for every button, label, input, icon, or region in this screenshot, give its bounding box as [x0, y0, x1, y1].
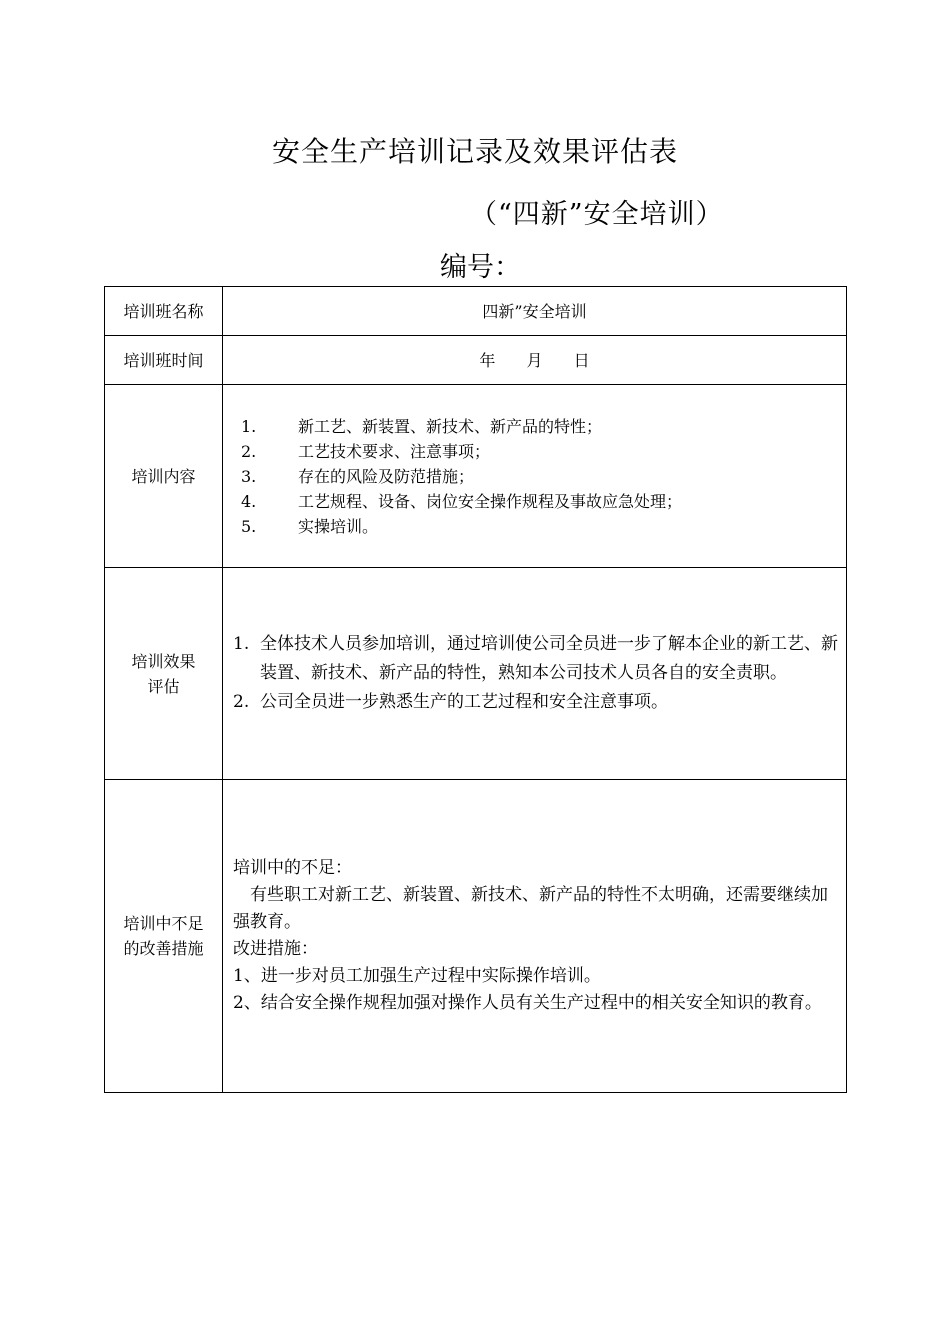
- table-row-content: [105, 385, 847, 568]
- evaluation-label: [105, 568, 223, 780]
- list-item-text: 工艺技术要求、注意事项；: [298, 441, 491, 461]
- date-month: 月: [526, 350, 543, 370]
- class-name-value: 四新”安全培训: [223, 287, 847, 336]
- table-row-class-time: [105, 336, 847, 385]
- document-title: 安全生产培训记录及效果评估表: [271, 135, 678, 168]
- date-year: 年: [479, 350, 496, 370]
- measure-item-1: 1、进一步对员工加强生产过程中实际操作培训。: [233, 966, 601, 986]
- evaluation-label-line2: 评估: [147, 676, 180, 696]
- table-row-evaluation: [105, 568, 847, 780]
- improvement-label-line2: 的改善措施: [123, 939, 204, 958]
- class-time-value: [223, 336, 847, 385]
- class-time-label: 培训班时间: [105, 336, 223, 385]
- measure-item-2: 2、结合安全操作规程加强对操作人员有关生产过程中的相关安全知识的教育。: [233, 993, 822, 1013]
- list-item-text: 存在的风险及防范措施；: [298, 466, 475, 486]
- list-item-number: 2.: [241, 441, 257, 461]
- document-subtitle: （“四新”安全培训）: [470, 199, 724, 230]
- evaluation-label-line1: 培训效果: [131, 651, 196, 671]
- table-row-class-name: [105, 287, 847, 336]
- list-item: [241, 414, 846, 439]
- list-item-text: 工艺规程、设备、岗位安全操作规程及事故应急处理；: [298, 491, 683, 511]
- list-item: [241, 514, 846, 539]
- list-item-text: 公司全员进一步熟悉生产的工艺过程和安全注意事项。: [260, 692, 668, 712]
- class-name-label: 培训班名称: [105, 287, 223, 336]
- list-item-text: 全体技术人员参加培训，通过培训使公司全员进一步了解本企业的新工艺、新装置、新技术、新产品的特性，熟知本公司技术人员各自的安全责职。: [260, 634, 838, 683]
- content-label: 培训内容: [105, 385, 223, 568]
- list-item: [241, 489, 846, 514]
- content-list: [223, 414, 846, 539]
- list-item-text: 实操培训。: [298, 516, 379, 536]
- evaluation-list: [223, 630, 846, 717]
- improvement-label-line1: 培训中不足: [123, 914, 204, 933]
- list-item: [233, 688, 838, 717]
- list-item-number: 5.: [241, 516, 257, 536]
- content-cell: [223, 385, 847, 568]
- list-item: [241, 464, 846, 489]
- list-item: [233, 630, 838, 688]
- improvement-label: [105, 780, 223, 1093]
- improvement-cell: [223, 780, 847, 1093]
- evaluation-cell: [223, 568, 847, 780]
- document-number-label: 编号：: [440, 252, 521, 283]
- measures-heading: 改进措施：: [233, 939, 318, 959]
- list-item-number: 2.: [233, 692, 250, 712]
- list-item-number: 1.: [241, 416, 257, 436]
- shortcomings-heading: 培训中的不足：: [233, 858, 352, 878]
- table-row-improvement: [105, 780, 847, 1093]
- list-item-number: 3.: [241, 466, 257, 486]
- shortcomings-text: 有些职工对新工艺、新装置、新技术、新产品的特性不太明确，还需要继续加强教育。: [233, 885, 828, 932]
- list-item-text: 新工艺、新装置、新技术、新产品的特性；: [298, 416, 603, 436]
- list-item: [241, 439, 846, 464]
- improvement-text: [223, 855, 846, 1017]
- date-day: 日: [573, 350, 590, 370]
- list-item-number: 4.: [241, 491, 257, 511]
- training-record-table: [104, 286, 847, 1093]
- list-item-number: 1.: [233, 634, 250, 654]
